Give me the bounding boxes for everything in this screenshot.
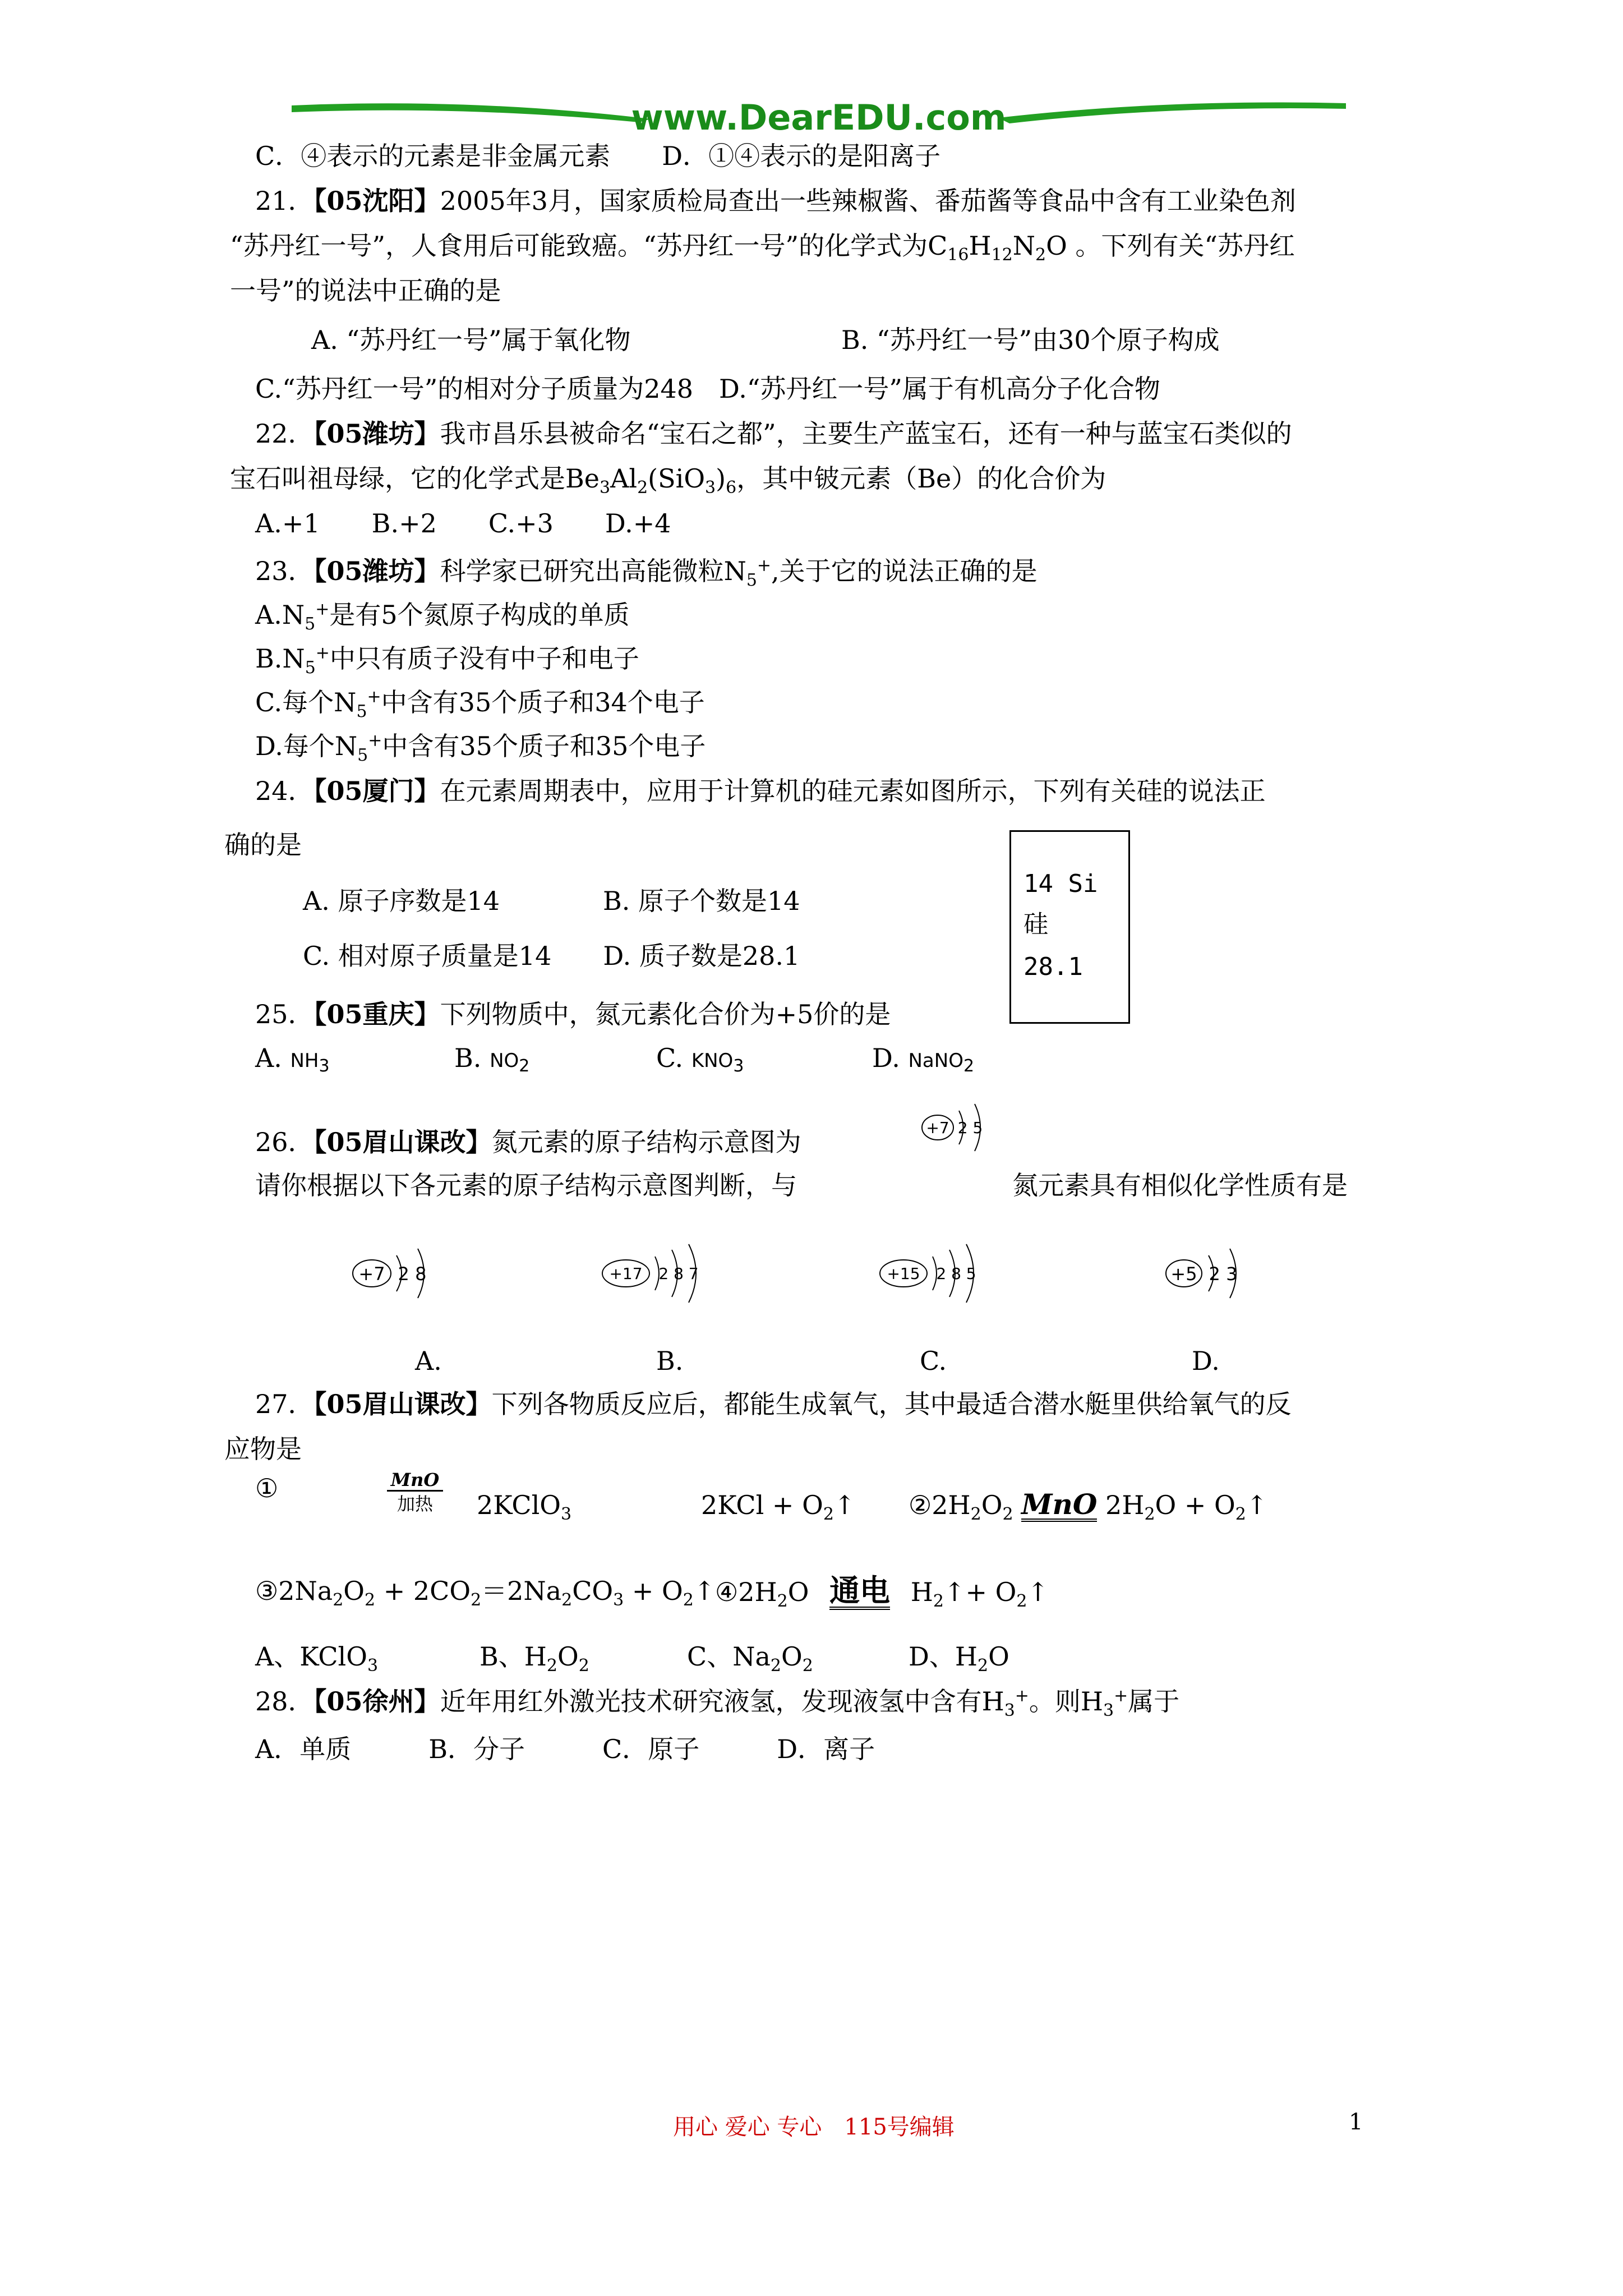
q27-option-a: A、KClO$_3$ [255, 1641, 379, 1676]
q26-label-c: C. [920, 1346, 947, 1376]
q26-line1: 26．【05眉山课改】氮元素的原子结构示意图为 [255, 1127, 801, 1157]
q28-line1: 28．【05徐州】近年用红外激光技术研究液氢，发现液氢中含有$H_3^+$。则$H_3^+$属于 [255, 1686, 1180, 1721]
reaction-3: $③2Na_2O_2 + 2CO_2=2Na_2CO_3$ + $O_2↑$ [255, 1576, 716, 1611]
reaction-4: $④2H_2O$ 通电 $H_2↑+$ $O_2↑$ [715, 1573, 1049, 1612]
atom-diagram-d [1158, 1234, 1270, 1313]
atom-diagram-c [872, 1234, 1007, 1313]
reaction-1-reactant: 2KClO$_3$ [477, 1490, 572, 1525]
site-name: www.DearEDU.com [631, 97, 1007, 138]
q24-options-cd: C. 相对原子质量是14 D. 质子数是28.1 [303, 941, 800, 971]
footer-note: 用心 爱心 专心 115号编辑 [673, 2114, 955, 2140]
reaction-1-product: $2KCl + O_2↑$ [701, 1490, 856, 1525]
q26-label-d: D. [1192, 1346, 1220, 1376]
q23-line1: 23．【05潍坊】科学家已研究出高能微粒$N_5^+$,关于它的说法正确的是 [255, 555, 1038, 591]
atom-diagram-a [345, 1234, 457, 1313]
q27-option-b: B、$H_2O_2$ [479, 1641, 589, 1676]
q25-option-d: D. NaNO$_2$ [872, 1043, 975, 1076]
q27-option-d: D、$H_2O$ [909, 1641, 1009, 1676]
nitrogen-atom-diagram [914, 1094, 1004, 1161]
q21-tag: 【05沈阳】 [313, 186, 440, 216]
si-number-symbol: 14 Si [1023, 869, 1098, 898]
q23-option-c: C.每个$N_5^+$中含有35个质子和34个电子 [255, 687, 705, 722]
q25-option-b: B. $NO_2$ [454, 1043, 530, 1076]
q26-label-b: B. [656, 1346, 684, 1376]
n-nucleus: +7 [926, 1119, 949, 1137]
reaction-1-num: ① [255, 1473, 279, 1503]
q25-line1: 25．【05重庆】下列物质中，氮元素化合价为+5价的是 [255, 999, 891, 1029]
q21-line2: “苏丹红一号”，人食用后可能致癌。“苏丹红一号”的化学式为$C_{16}H_{12}N_2O$ 。下列有关“苏丹红 [230, 231, 1295, 265]
q26-line2a: 请你根据以下各元素的原子结构示意图判断，与 [255, 1170, 797, 1200]
svg-text:+15: +15 [887, 1264, 920, 1283]
q23-option-a: $A.N_5^+$是有5个氮原子构成的单质 [255, 599, 630, 634]
q27-line1: 27．【05眉山课改】下列各物质反应后，都能生成氧气，其中最适合潜水艇里供给氧气的反 [255, 1389, 1292, 1419]
svg-text:+7: +7 [358, 1263, 385, 1285]
svg-text:2 8 5: 2 8 5 [936, 1264, 976, 1283]
q26-label-a: A. [415, 1346, 442, 1376]
svg-text:+17: +17 [609, 1264, 643, 1283]
q27-line2: 应物是 [224, 1434, 302, 1464]
q24-line1: 24．【05厦门】在元素周期表中，应用于计算机的硅元素如图所示，下列有关硅的说法正 [255, 776, 1266, 806]
atom-diagram-b [594, 1234, 729, 1313]
q21-options-cd: C.“苏丹红一号”的相对分子质量为248 D.“苏丹红一号”属于有机高分子化合物 [255, 374, 1160, 404]
q25-option-c: C. $KNO_3$ [656, 1043, 744, 1076]
q22-line1: 22．【05潍坊】我市昌乐县被命名“宝石之都”，主要生产蓝宝石，还有一种与蓝宝石类似的 [255, 418, 1292, 449]
q27-option-c: C、$Na_2O_2$ [687, 1641, 813, 1676]
q22-line2: 宝石叫祖母绿，它的化学式是$Be_3Al_2(SiO_3)_6$，其中铍元素（Be）的化合价为 [230, 463, 1106, 498]
svg-text:+5: +5 [1170, 1263, 1197, 1285]
n-shells: 2 5 [957, 1119, 983, 1137]
reaction-2: $②2H_2O_2$ MnO $2H_2O$ + $O_2↑$ [909, 1488, 1268, 1525]
svg-text:2 3: 2 3 [1209, 1263, 1238, 1285]
q25-option-a: A. $NH_3$ [255, 1043, 330, 1076]
reaction-4-condition: 通电 [829, 1575, 890, 1610]
svg-text:2 8: 2 8 [398, 1263, 427, 1285]
reaction-1-condition: MnO 加热 [387, 1470, 443, 1516]
q22-options: A.+1 B.+2 C.+3 D.+4 [255, 508, 671, 539]
svg-text:2 8 7: 2 8 7 [658, 1264, 699, 1283]
q24-line2: 确的是 [224, 830, 302, 860]
si-name: 硅 [1023, 910, 1048, 938]
q28-options: A．单质 B．分子 C．原子 D．离子 [255, 1734, 875, 1764]
q24-options-ab: A. 原子序数是14 B. 原子个数是14 [303, 886, 800, 916]
q21-option-a: A. “苏丹红一号”属于氧化物 [311, 325, 631, 355]
page-number: 1 [1349, 2109, 1363, 2135]
q21-option-b: B. “苏丹红一号”由30个原子构成 [841, 325, 1220, 355]
q23-option-d: D.每个$N_5^+$中含有35个质子和35个电子 [255, 730, 706, 766]
q21-line1: 21．【05沈阳】2005年3月，国家质检局查出一些辣椒酱、番茄酱等食品中含有工业染色剂 [255, 186, 1296, 216]
q21-line3: 一号”的说法中正确的是 [230, 275, 501, 306]
silicon-element-card [1009, 830, 1130, 1024]
si-mass: 28.1 [1023, 953, 1083, 981]
q23-option-b: $B.N_5^+$中只有质子没有中子和电子 [255, 643, 639, 678]
q20-options-cd: C．④表示的元素是非金属元素 D．①④表示的是阳离子 [255, 141, 941, 171]
q26-line2b: 氮元素具有相似化学性质有是 [1012, 1170, 1348, 1200]
site-logo [292, 95, 1346, 146]
reaction-2-catalyst: MnO [1021, 1488, 1098, 1521]
